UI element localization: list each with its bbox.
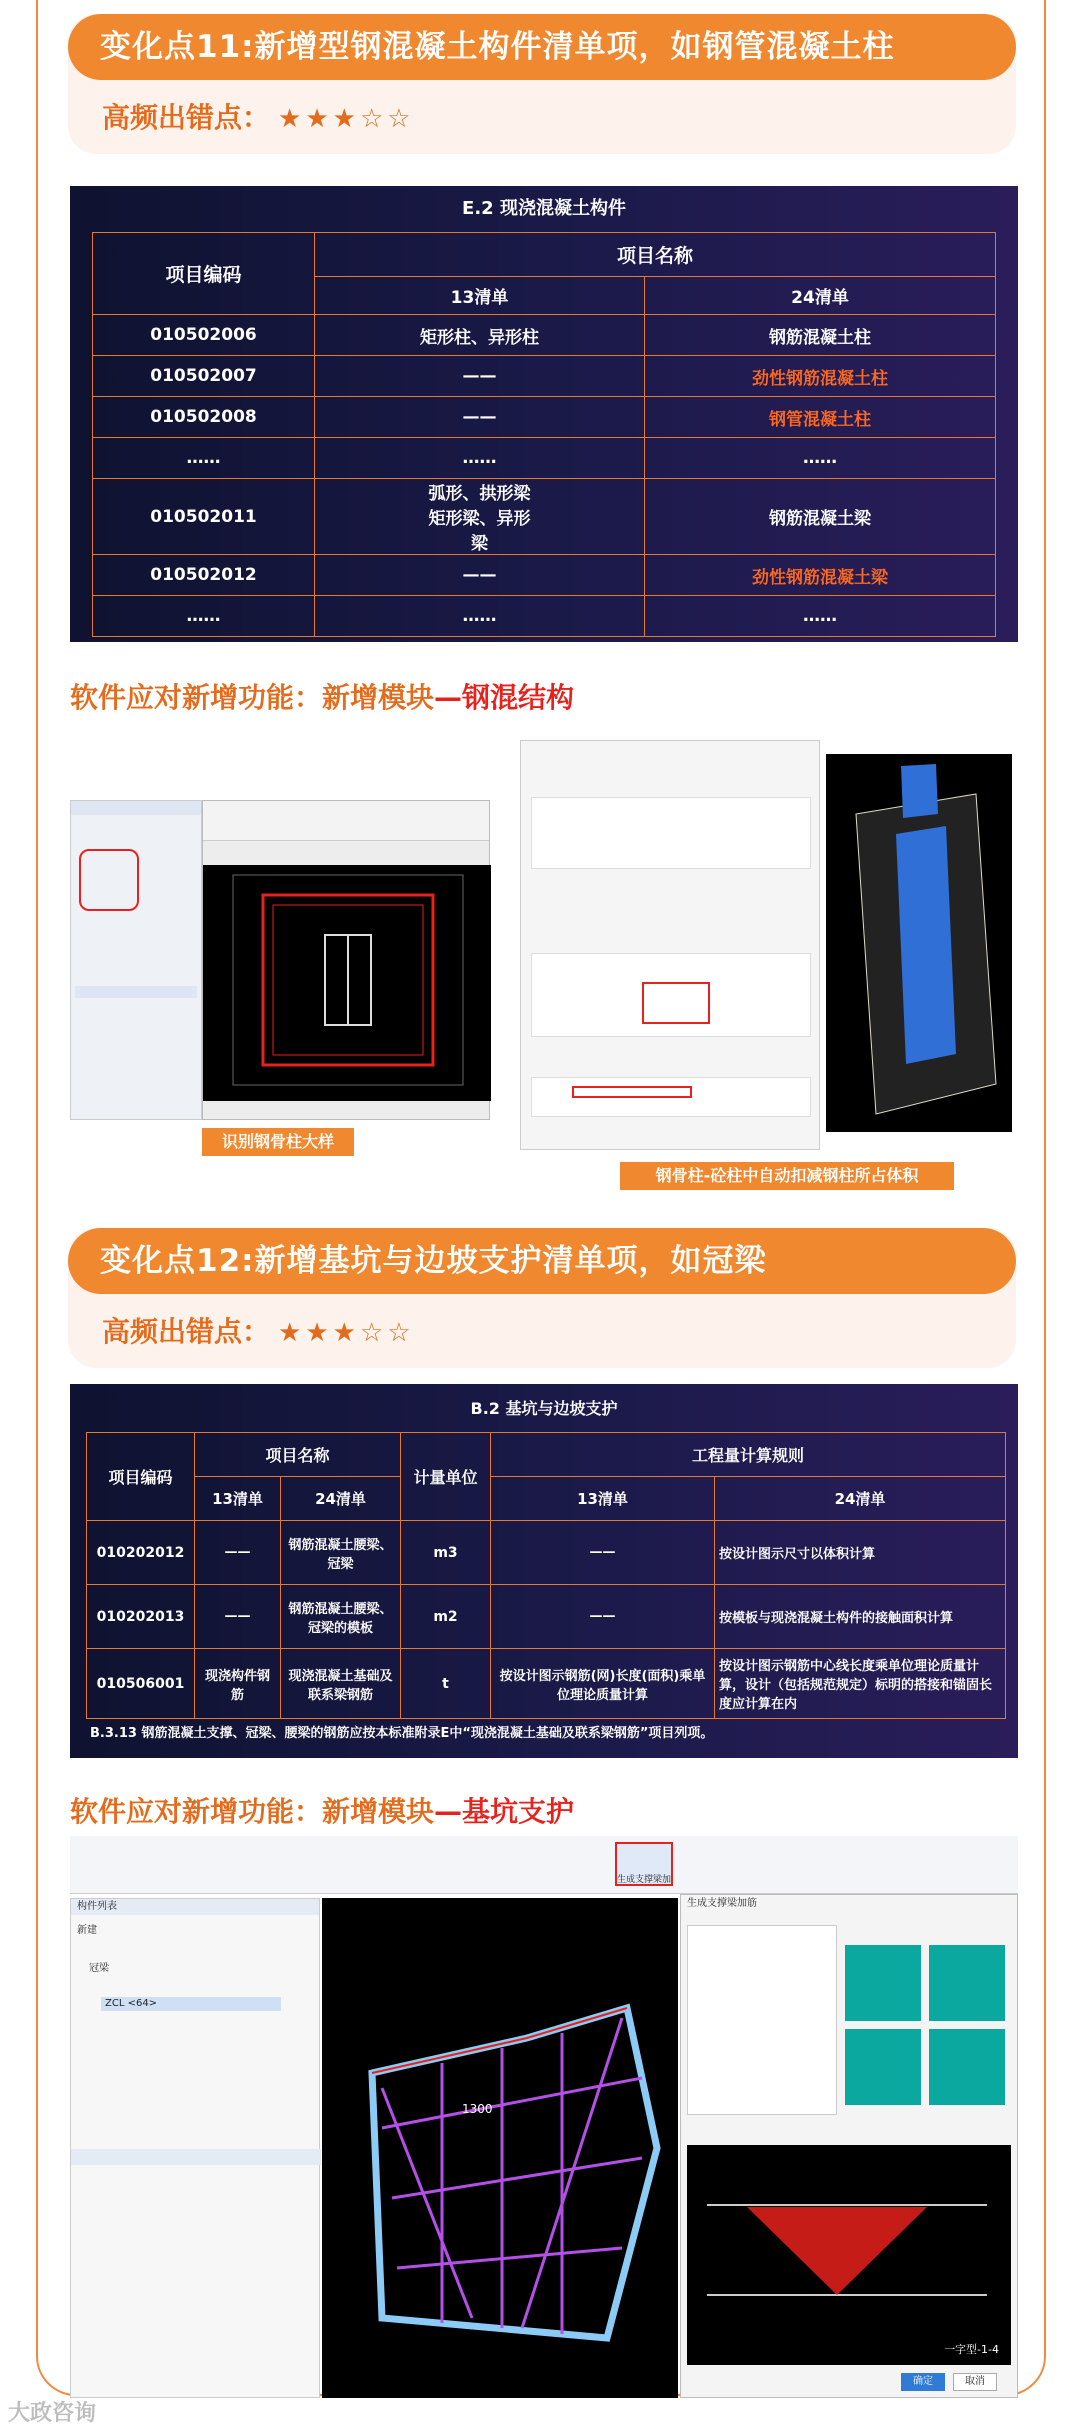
header-code: 项目编码 — [93, 233, 315, 315]
node-option-2[interactable] — [929, 1945, 1005, 2021]
software-screenshot-steel-column — [202, 800, 490, 1120]
cell-code: 010502007 — [93, 356, 315, 397]
cell-rule-13: 按设计图示钢筋(网)长度(面积)乘单位理论质量计算 — [491, 1649, 715, 1719]
generate-reinforcement-dialog — [680, 1894, 1018, 2398]
cell-unit: t — [401, 1649, 491, 1719]
cell-code: 010502006 — [93, 315, 315, 356]
section-title-foundation-pit — [70, 1790, 574, 1830]
table-row — [93, 397, 996, 438]
cell-name-13: —— — [195, 1585, 281, 1649]
pit-support-drawing — [322, 1898, 678, 2398]
cell-24: 劲性钢筋混凝土柱 — [645, 356, 996, 397]
cell-name-13: 现浇构件钢筋 — [195, 1649, 281, 1719]
cell-24: 劲性钢筋混凝土梁 — [645, 555, 996, 596]
cell-13: …… — [315, 596, 645, 637]
cell-unit: m2 — [401, 1585, 491, 1649]
table-e2-panel — [70, 186, 1018, 642]
component-list-tab[interactable]: 构件列表 — [71, 1899, 319, 1915]
cell-name-24: 钢筋混凝土腰梁、冠梁 — [281, 1521, 401, 1585]
cell-rule-13: —— — [491, 1585, 715, 1649]
cell-unit: m3 — [401, 1521, 491, 1585]
header-rule-24: 24清单 — [715, 1477, 1006, 1521]
cell-code: …… — [93, 438, 315, 479]
section-title-steel-concrete — [70, 676, 574, 716]
table-b2-title: B.2 基坑与边坡支护 — [470, 1399, 618, 1418]
header-13: 13清单 — [315, 277, 645, 315]
cell-rule-24: 按模板与现浇混凝土构件的接触面积计算 — [715, 1585, 1006, 1649]
header-name-13: 13清单 — [195, 1477, 281, 1521]
table-e2-title: E.2 现浇混凝土构件 — [462, 198, 626, 219]
type-table — [687, 1925, 837, 2115]
table-row — [93, 315, 996, 356]
header-unit: 计量单位 — [401, 1433, 491, 1521]
header-24: 24清单 — [645, 277, 996, 315]
cell-24: 钢筋混凝土柱 — [645, 315, 996, 356]
node-option-1[interactable] — [845, 1945, 921, 2021]
change-point-11-title: 变化点11:新增型钢混凝土构件清单项，如钢管混凝土柱 — [68, 14, 1016, 80]
cell-13: —— — [315, 356, 645, 397]
cancel-button[interactable]: 取消 — [953, 2373, 997, 2391]
software-screenshot-left-panel — [70, 800, 202, 1120]
frequency-row — [102, 96, 415, 136]
section-title-prefix: 软件应对新增功能：新增模块 — [70, 1795, 435, 1828]
table-b2-panel — [70, 1384, 1018, 1758]
node-preview — [687, 2145, 1011, 2365]
rating-stars: ★★★☆☆ — [278, 104, 415, 134]
caption-identify-steel: 识别钢骨柱大样 — [202, 1128, 354, 1156]
cad-pit-canvas — [322, 1898, 678, 2398]
cell-code: 010506001 — [87, 1649, 195, 1719]
cell-13: …… — [315, 438, 645, 479]
node-preview-drawing — [687, 2145, 1011, 2365]
new-button[interactable]: 新建 — [77, 1925, 97, 1936]
results-area — [531, 953, 811, 1037]
software-screenshot-deduct-dialog — [520, 740, 820, 1150]
ribbon-toolbar — [70, 1836, 1018, 1894]
change-point-11-card — [68, 14, 1016, 154]
caption-deduct-steel: 钢骨柱-砼柱中自动扣减钢柱所占体积 — [620, 1162, 954, 1190]
cell-24: …… — [645, 596, 996, 637]
formula-area — [531, 1077, 811, 1117]
header-rule-13: 13清单 — [491, 1477, 715, 1521]
panel-toolbar — [71, 801, 201, 815]
tree-root[interactable]: 冠梁 — [89, 1963, 109, 1974]
tower-model — [826, 754, 1012, 1132]
selected-component[interactable]: ZCL <64> — [101, 1997, 281, 2011]
table-b2 — [86, 1432, 1006, 1719]
table-row — [93, 438, 996, 479]
table-row — [87, 1585, 1006, 1649]
table-row — [87, 1649, 1006, 1719]
cell-name-13: —— — [195, 1521, 281, 1585]
cell-name-24: 现浇混凝土基础及联系梁钢筋 — [281, 1649, 401, 1719]
watermark: 大政咨询 — [8, 2401, 97, 2426]
section-title-suffix: —钢混结构 — [434, 681, 575, 714]
rating-stars: ★★★☆☆ — [278, 1318, 415, 1348]
section-title-suffix: —基坑支护 — [434, 1795, 575, 1828]
table-row — [93, 479, 996, 555]
cell-24: 钢管混凝土柱 — [645, 397, 996, 438]
3d-tower-view — [826, 754, 1012, 1132]
dimension-label: 1300 — [462, 2102, 493, 2116]
cell-code: 010502008 — [93, 397, 315, 438]
table-e2 — [92, 232, 996, 637]
dialog-toolbar — [203, 801, 489, 841]
cell-code: 010202013 — [87, 1585, 195, 1649]
cell-13: —— — [315, 555, 645, 596]
highlight-box — [572, 1086, 692, 1098]
table-row — [87, 1521, 1006, 1585]
cell-name-24: 钢筋混凝土腰梁、冠梁的模板 — [281, 1585, 401, 1649]
cell-code: 010202012 — [87, 1521, 195, 1585]
cell-13: 矩形柱、异形柱 — [315, 315, 645, 356]
node-label: 一字型-1-4 — [944, 2343, 999, 2356]
highlight-box — [642, 982, 710, 1024]
panel-header — [75, 986, 197, 998]
change-point-12-title: 变化点12:新增基坑与边坡支护清单项，如冠梁 — [68, 1228, 1016, 1294]
component-list-panel — [70, 1898, 320, 2398]
cell-code: 010502011 — [93, 479, 315, 555]
table-row — [93, 356, 996, 397]
table-row — [93, 596, 996, 637]
table-b2-note: B.3.13 钢筋混凝土支撑、冠梁、腰梁的钢筋应按本标准附录E中“现浇混凝土基础及联系梁钢筋”项目列项。 — [90, 1726, 714, 1741]
layer-panel-header — [71, 2149, 321, 2165]
cell-code: 010502012 — [93, 555, 315, 596]
settings-area — [531, 797, 811, 869]
cell-rule-13: —— — [491, 1521, 715, 1585]
cell-24: 钢筋混凝土梁 — [645, 479, 996, 555]
header-name: 项目名称 — [195, 1433, 401, 1477]
ok-button[interactable]: 确定 — [901, 2373, 945, 2391]
cell-rule-24: 按设计图示尺寸以体积计算 — [715, 1521, 1006, 1585]
header-name: 项目名称 — [315, 233, 996, 277]
cell-13: 弧形、拱形梁 矩形梁、异形梁 — [315, 479, 645, 555]
change-point-12-card — [68, 1228, 1016, 1368]
header-code: 项目编码 — [87, 1433, 195, 1521]
cell-code: …… — [93, 596, 315, 637]
cell-24: …… — [645, 438, 996, 479]
steel-column-drawing — [203, 865, 491, 1101]
frequency-label: 高频出错点： — [102, 101, 271, 134]
cell-13: —— — [315, 397, 645, 438]
cad-canvas — [203, 865, 491, 1101]
dialog-title: 生成支撑梁加筋 — [687, 1898, 757, 1909]
table-row — [93, 555, 996, 596]
header-rule: 工程量计算规则 — [491, 1433, 1006, 1477]
section-title-prefix: 软件应对新增功能：新增模块 — [70, 681, 435, 714]
highlight-box — [79, 849, 139, 911]
frequency-row — [102, 1310, 415, 1350]
header-name-24: 24清单 — [281, 1477, 401, 1521]
cell-rule-24: 按设计图示钢筋中心线长度乘单位理论质量计算，设计（包括规范规定）标明的搭接和锚固长度应计算在内 — [715, 1649, 1006, 1719]
node-option-4[interactable] — [929, 2029, 1005, 2105]
node-option-3[interactable] — [845, 2029, 921, 2105]
frequency-label: 高频出错点： — [102, 1315, 271, 1348]
generate-support-beam-button[interactable]: 生成支撑梁加 — [615, 1842, 673, 1886]
